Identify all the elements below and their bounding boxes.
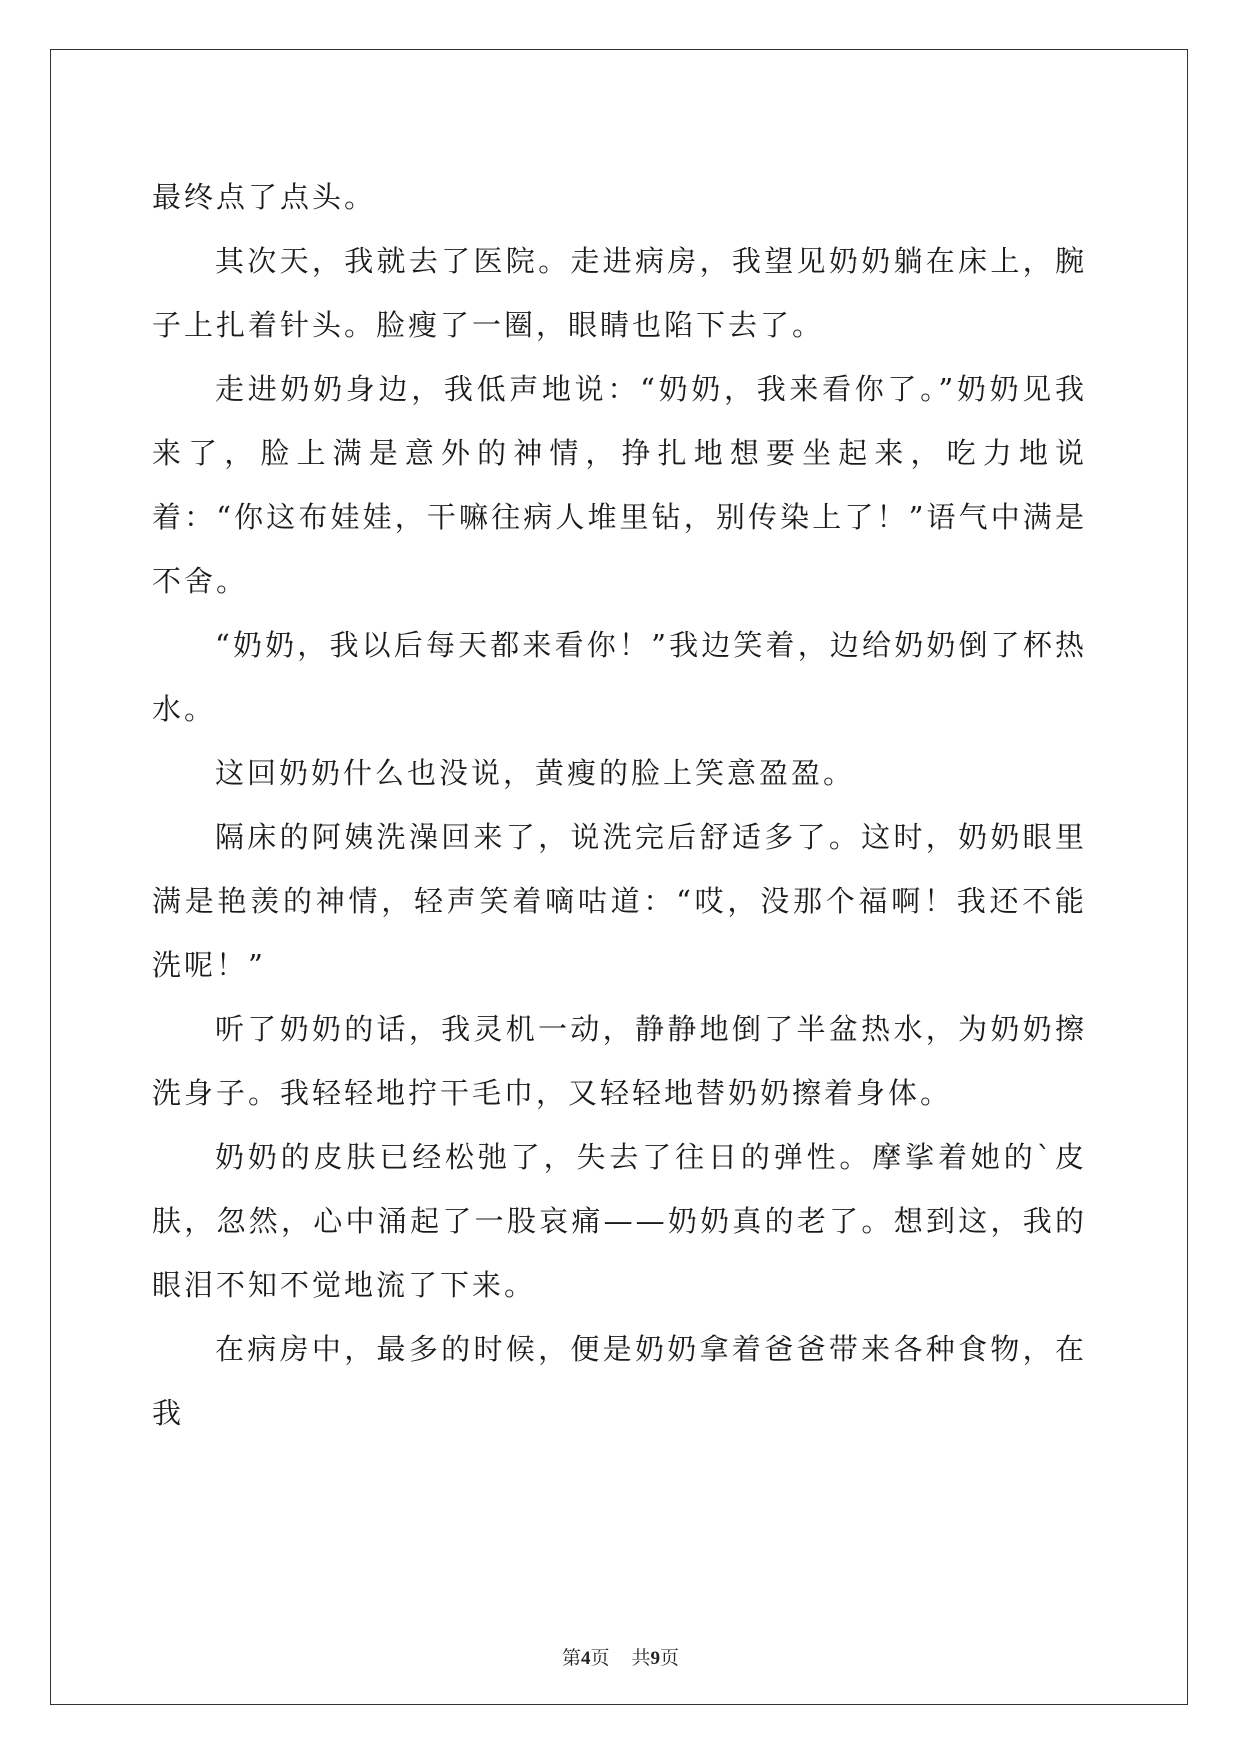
paragraph: 听了奶奶的话，我灵机一动，静静地倒了半盆热水，为奶奶擦洗身子。我轻轻地拧干毛巾，又轻轻地替奶奶擦着身体。 [152,1012,1087,1110]
page-label-prefix: 第 [561,1648,581,1669]
document-body [152,165,1087,1445]
paragraph: 最终点了点头。 [152,180,377,214]
current-page-number: 4 [580,1648,591,1669]
paragraph: “奶奶，我以后每天都来看你！”我边笑着，边给奶奶倒了杯热水。 [152,628,1087,726]
total-label-prefix: 共 [631,1648,651,1669]
paragraph: 其次天，我就去了医院。走进病房，我望见奶奶躺在床上，腕子上扎着针头。脸瘦了一圈，眼睛也陷下去了。 [152,244,1087,342]
page-label-suffix: 页 [590,1648,610,1669]
paragraph: 这回奶奶什么也没说，黄瘦的脸上笑意盈盈。 [215,756,856,790]
paragraph: 走进奶奶身边，我低声地说：“奶奶，我来看你了。”奶奶见我来了，脸上满是意外的神情，挣扎地想要坐起来，吃力地说着：“你这布娃娃，干嘛往病人堆里钻，别传染上了！”语气中满是不舍。 [152,372,1087,598]
total-label-suffix: 页 [660,1648,680,1669]
paragraph: 隔床的阿姨洗澡回来了，说洗完后舒适多了。这时，奶奶眼里满是艳羡的神情，轻声笑着嘀咕道：“哎，没那个福啊！我还不能洗呢！” [152,820,1087,982]
paragraph: 在病房中，最多的时候，便是奶奶拿着爸爸带来各种食物，在我 [152,1332,1087,1430]
total-page-count: 9 [650,1648,661,1669]
page-footer [0,1643,1241,1670]
paragraph: 奶奶的皮肤已经松弛了，失去了往日的弹性。摩挲着她的`皮肤，忽然，心中涌起了一股哀痛——奶奶真的老了。想到这，我的眼泪不知不觉地流了下来。 [152,1140,1087,1302]
